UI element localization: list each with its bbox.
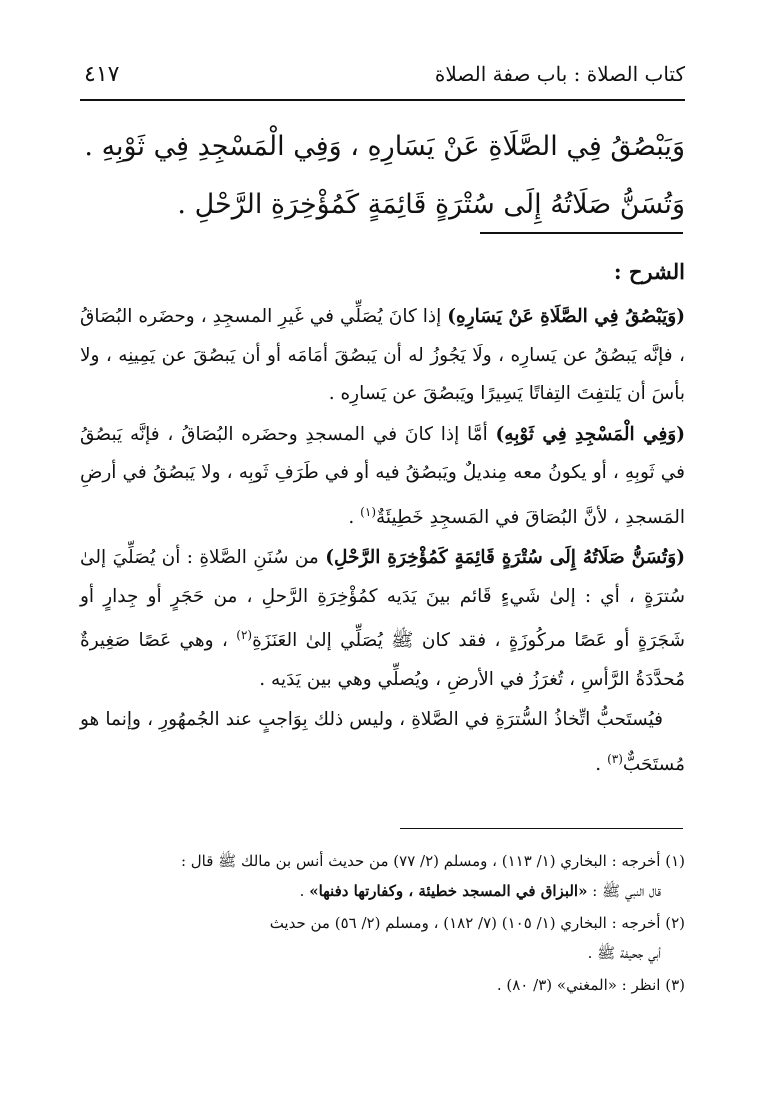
paragraph-1-text: إذا كانَ يُصَلِّي في غَيرِ المسجِدِ ، وحضَره البُصَاقُ ، فإنَّه يَبصُقُ عن يَسارِه ، ولَا يَجُوزُ له أن يَبصُقَ أمَامَه أو أن يَبصُقَ عن يَمِينِه ، ولا بأسَ أن يَلتفِتَ التِفاتًا يَسِيرًا ويَبصُقَ عن يَسارِه . — [80, 306, 685, 404]
footnote-2-number: (٢) — [665, 914, 685, 932]
footnotes — [88, 846, 685, 1002]
paragraph-3-lead: (وَتُسَنُّ صَلَاتُهُ إِلَى سُتْرَةٍ قَائِمَةٍ كَمُؤْخِرَةِ الرَّحْلِ) — [325, 547, 685, 569]
paragraph-3-text: من سُنَنِ الصَّلاةِ : أن يُصَلِّيَ إلىٰ سُترَةٍ ، أي : إلىٰ شَيءٍ قَائم بينَ يَدَيه كمُؤْخِرَةِ الرَّحلِ ، من حَجَرٍ أو جِدارٍ أو شَجَرَةٍ أو عَصًا مركُوزَةٍ ، فقد كان ﷺ يُصَلِّي إلىٰ العَنَزَةِ — [80, 547, 686, 652]
paragraph-4 — [80, 701, 685, 784]
paragraph-1-lead: (وَيَبْصُقُ فِي الصَّلَاةِ عَنْ يَسَارِهِ) — [447, 306, 685, 327]
paragraph-4-text: فيُستَحبُّ اتِّخاذُ السُّترَةِ في الصَّلاةِ ، وليس ذلك بِوَاجبٍ عند الجُمهُورِ ، وإنما هو مُستَحَبٌّ — [80, 709, 685, 775]
footnote-3-text: انظر : «المغني» (٣/ ٨٠) . — [496, 976, 661, 994]
footnote-1-text: أخرجه : البخاري (١/ ١١٣) ، ومسلم (٢/ ٧٧) من حديث أنس بن مالك ﷺ قال : — [180, 852, 661, 870]
footnote-ref-2[interactable]: (٢) — [236, 628, 253, 643]
paragraph-1 — [80, 298, 685, 414]
matn-text — [84, 118, 685, 234]
footnote-2-text: أخرجه : البخاري (١/ ١٠٥) (٧/ ١٨٢) ، ومسلم (٢/ ٥٦) من حديث — [269, 914, 661, 932]
paragraph-2-tail: . — [348, 506, 361, 528]
paragraph-3-tail: ، وهي عَصًا صَغِيرةٌ مُحدَّدَةُ الرَّأسِ ، تُغرَزُ في الأرضِ ، ويُصلِّي وهي بين يَدَيه . — [80, 630, 685, 690]
footnote-1 — [88, 846, 685, 906]
paragraph-2-lead: (وَفِي الْمَسْجِدِ فِي ثَوْبِهِ) — [495, 423, 685, 445]
paragraph-4-tail: . — [595, 753, 608, 775]
sharh-section — [80, 252, 685, 786]
header-rule — [80, 99, 685, 101]
footnote-1-number: (١) — [665, 852, 685, 870]
running-header-title: كتاب الصلاة : باب صفة الصلاة — [434, 62, 685, 86]
paragraph-2 — [80, 416, 685, 538]
footnote-1-cont-post: . — [299, 882, 310, 900]
footnote-1-hadith: «البزاق في المسجد خطيئة ، وكفارتها دفنها» — [309, 882, 588, 900]
footnote-1-continuation — [88, 876, 685, 906]
footnote-2-continuation: أبي جحيفة ﷺ . — [587, 944, 661, 962]
paragraph-2-text: أمَّا إذا كانَ في المسجدِ وحضَره البُصَاقُ ، فإنَّه يَبصُقُ في ثَوبِهِ ، أو يكونُ معه مِنديلٌ ويَبصُقُ فيه أو في طَرَفِ ثَوبِه ، ولا يَبصُقُ في أرضِ المَسجدِ ، لأنَّ البُصَاقَ في المَسجِدِ خَطِيئَةٌ — [80, 423, 685, 528]
footnote-ref-1[interactable]: (١) — [360, 504, 376, 519]
footnote-1-cont-pre: قال النبي ﷺ : — [587, 882, 661, 900]
page-number: ٤١٧ — [84, 62, 120, 87]
matn-separator — [480, 232, 683, 234]
footnote-ref-3[interactable]: (٣) — [607, 751, 623, 766]
footnote-2 — [88, 908, 685, 968]
matn-line-2: وَتُسَنُّ صَلَاتُهُ إِلَى سُتْرَةٍ قَائِمَةٍ كَمُؤْخِرَةِ الرَّحْلِ . — [177, 189, 685, 220]
footnote-3-number: (٣) — [665, 976, 685, 994]
sharh-heading: الشرح : — [613, 259, 685, 284]
footnote-separator — [400, 828, 683, 829]
footnote-3 — [88, 970, 685, 1000]
paragraph-3 — [80, 539, 685, 699]
matn-line-1: وَيَبْصُقُ فِي الصَّلَاةِ عَنْ يَسَارِهِ ، وَفِي الْمَسْجِدِ فِي ثَوْبِهِ . — [84, 131, 685, 162]
